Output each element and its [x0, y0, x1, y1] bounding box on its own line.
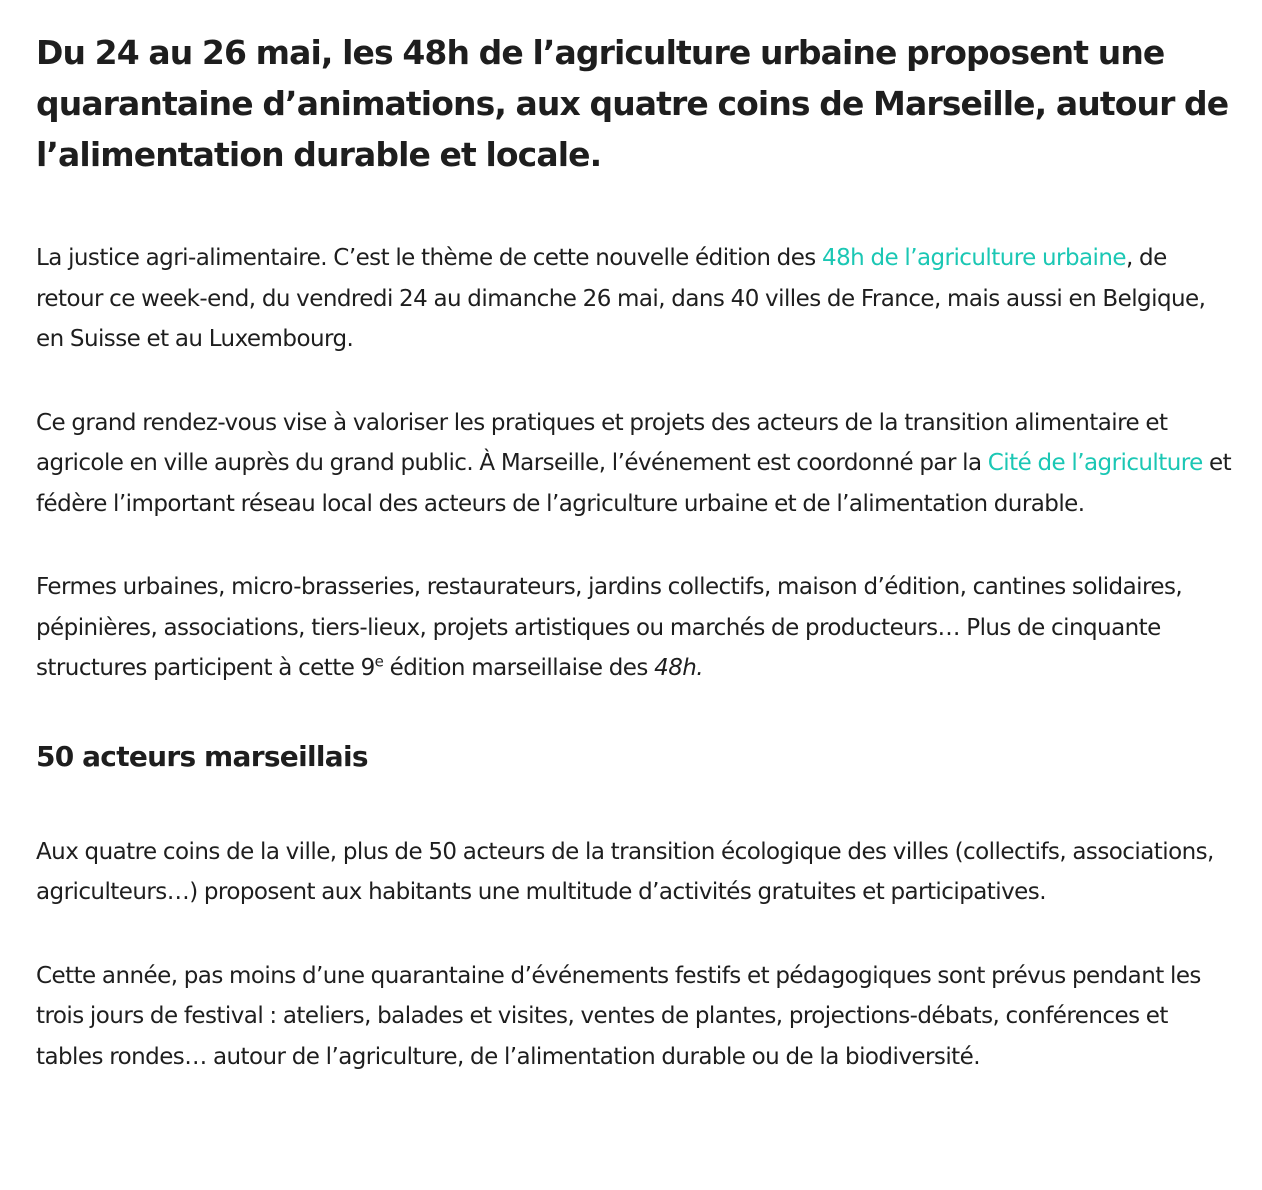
- paragraph-participants: [36, 567, 1236, 689]
- article-lead: Du 24 au 26 mai, les 48h de l’agriculture urbaine proposent une quarantaine d’animations, aux quatre coins de Marseille, autour de l’alimentation durable et locale.: [36, 33, 1229, 174]
- paragraph-text: La justice agri-alimentaire. C’est le thème de cette nouvelle édition des: [36, 245, 822, 271]
- paragraph-text: Ce grand rendez-vous vise à valoriser les pratiques et projets des acteurs de la transition alimentaire et agricole en ville auprès du grand public. À Marseille, l’événement est coordonné par la: [36, 409, 1168, 476]
- paragraph-text: édition marseillaise des: [383, 655, 655, 681]
- event-name-italic: 48h.: [654, 655, 704, 681]
- article: [36, 0, 1236, 1077]
- paragraph-coordination: [36, 403, 1236, 525]
- section-heading: 50 acteurs marseillais: [36, 739, 368, 773]
- paragraph-events: Cette année, pas moins d’une quarantaine d’événements festifs et pédagogiques sont prévus pendant les trois jours de festival : ateliers, balades et visites, ventes de plantes, projections-débats, conférences et tables rondes… autour de l’agriculture, de l’alimentation durable ou de la biodiversité.: [36, 962, 1201, 1070]
- ordinal-superscript: e: [374, 652, 384, 671]
- paragraph-activities: Aux quatre coins de la ville, plus de 50 acteurs de la transition écologique des villes (collectifs, associations, agriculteurs…) proposent aux habitants une multitude d’activités gratuites et participatives.: [36, 838, 1214, 905]
- paragraph-text: , de retour ce week-end, du vendredi 24 au dimanche 26 mai, dans 40 villes de France, mais aussi en Belgique, en Suisse et au Luxembourg.: [36, 245, 1206, 352]
- paragraph-text: Fermes urbaines, micro-brasseries, restaurateurs, jardins collectifs, maison d’édition, cantines solidaires, pépinières, associations, tiers-lieux, projets artistiques ou marchés de producteurs… Plus de cinquante structures participent à cette 9: [36, 574, 1183, 681]
- paragraph-theme: [36, 238, 1236, 360]
- link-cite-agriculture[interactable]: Cité de l’agriculture: [987, 450, 1203, 476]
- link-48h-agriculture-urbaine[interactable]: 48h de l’agriculture urbaine: [822, 245, 1127, 271]
- paragraph-text: et fédère l’important réseau local des acteurs de l’agriculture urbaine et de l’alimentation durable.: [36, 450, 1232, 517]
